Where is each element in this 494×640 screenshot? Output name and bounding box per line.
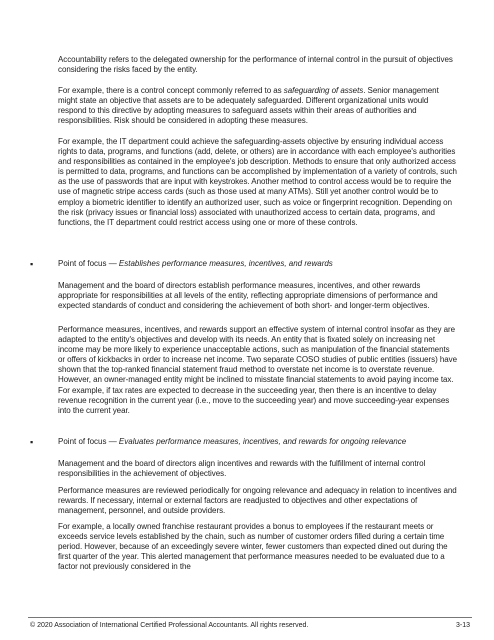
- emphasis-term: safeguarding of assets: [283, 86, 364, 95]
- paragraph-text: . Senior management might state an objective that assets are to be adequately safeguarded. Different organizational units would respond to this directive by adopting measures to safeguard assets within their areas of authorities and responsibilities. Risk should be considered in adopting these measures.: [58, 86, 439, 126]
- bullet-marker: ▪: [30, 437, 34, 447]
- point-of-focus-heading: [58, 437, 478, 447]
- bullet-marker: ▪: [30, 259, 34, 269]
- footer-copyright: © 2020 Association of International Certified Professional Accountants. All rights reserved.: [30, 622, 309, 629]
- point-of-focus-prefix: Point of focus —: [58, 437, 119, 446]
- paragraph-accountability: Accountability refers to the delegated ownership for the performance of internal control in the pursuit of objectives considering the risks faced by the entity.: [58, 55, 453, 75]
- point-of-focus-title: Establishes performance measures, incentives, and rewards: [118, 259, 333, 268]
- paragraph-periodic-review: Performance measures are reviewed periodically for ongoing relevance and adequacy in relation to incentives and rewards. If necessary, internal or external factors are readjusted to objectives and other expectations of management, personnel, and outside providers.: [58, 486, 457, 516]
- footer-divider: [28, 617, 472, 618]
- paragraph-performance-measures: Management and the board of directors establish performance measures, incentives, and other rewards appropriate for responsibilities at all levels of the entity, reflecting appropriate dimensions of performance and expected standards of conduct and considering the achievement of both short- and longer-term objectives.: [58, 281, 438, 311]
- point-of-focus-prefix: Point of focus —: [58, 259, 119, 268]
- paragraph-it-example: For example, the IT department could achieve the safeguarding-assets objective by ensuring individual access rights to data, programs, and functions (add, delete, or others) are in accordance with each employee's authorities and responsibilities as contained in the employee's job description. Methods to ensure that only authorized access is permitted to data, programs, and functions can be accomplished by implementation of a variety of controls, such as the use of passwords that are input with keystrokes. Another method to control access would be to require the use of magnetic stripe access cards (such as those used at many ATMs). Still yet another control would be to employ a biometric identifier to identify an authorized user, such as voice or fingerprint recognition. Depending on the risk (privacy issues or financial loss) associated with unauthorized access to certain data, programs, and functions, the IT department could restrict access using one or more of these controls.: [58, 137, 457, 227]
- point-of-focus-title: Evaluates performance measures, incentives, and rewards for ongoing relevance: [118, 437, 407, 446]
- paragraph-safeguarding-example: [58, 86, 458, 126]
- paragraph-incentives-support: Performance measures, incentives, and rewards support an effective system of internal control insofar as they are adapted to the entity's objectives and develop with its needs. An entity that is fixated solely on increasing net income may be more likely to experience unacceptable actions, such as manipulation of the financial statements or offers of kickbacks in order to increase net income. Two separate COSO studies of public entities (issuers) have shown that the top-ranked financial statement fraud method to overstate net income is to overstate revenue. However, an owner-managed entity might be inclined to misstate financial statements to avoid paying income tax. For example, if tax rates are expected to decrease in the succeeding year, then there is an incentive to delay revenue recognition in the current year (i.e., move to the succeeding year) and move succeeding-year expenses into the current year.: [58, 325, 458, 415]
- paragraph-text: For example, there is a control concept commonly referred to as: [58, 86, 284, 95]
- point-of-focus-heading: [58, 259, 478, 269]
- paragraph-align-incentives: Management and the board of directors align incentives and rewards with the fulfillment of internal control responsibilities in the achievement of objectives.: [58, 459, 426, 479]
- page-number: 3-13: [455, 622, 470, 629]
- paragraph-restaurant-example: For example, a locally owned franchise restaurant provides a bonus to employees if the restaurant meets or exceeds service levels established by the chain, such as number of customer orders filled during a certain time period. However, because of an exceedingly severe winter, fewer customers than expected dined out during the first quarter of the year. This alerted management that performance measures needed to be evaluated due to a factor not previously considered in the: [58, 522, 448, 572]
